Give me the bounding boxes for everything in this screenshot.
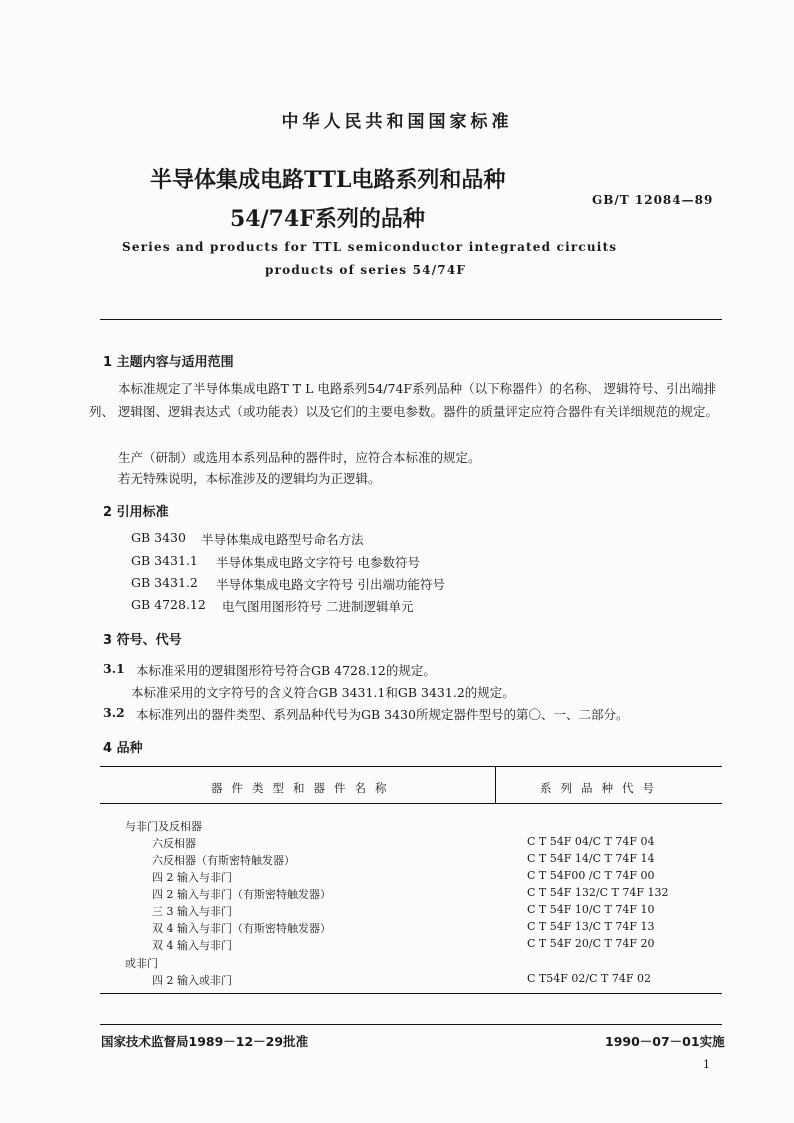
english-title-line-2: products of series 54/74F	[265, 263, 467, 277]
table-row-code: C T 54F 13/C T 74F 13	[527, 920, 655, 933]
table-row-name: 双 4 输入与非门	[152, 939, 232, 952]
page-number: 1	[703, 1058, 710, 1071]
standard-number: GB/T 12084—89	[592, 193, 714, 207]
table-row-name: 六反相器	[152, 837, 196, 850]
clause-3-1-number: 3.1	[103, 661, 125, 676]
table-bottom-rule	[100, 993, 722, 994]
table-row-code: C T 54F 20/C T 74F 20	[527, 937, 655, 950]
section-1-heading: 1 主题内容与适用范围	[103, 355, 234, 370]
table-header-device-name: 器件类型和器件名称	[211, 781, 396, 795]
reference-title: 电气图用图形符号 二进制逻辑单元	[222, 599, 414, 614]
reference-code: GB 3430	[131, 530, 186, 545]
reference-code: GB 3431.1	[131, 553, 198, 568]
table-row-name: 四 2 输入或非门	[152, 974, 232, 987]
reference-code: GB 4728.12	[131, 597, 206, 612]
clause-3-1-text: 本标准采用的逻辑图形符号符合GB 4728.12的规定。	[136, 663, 436, 678]
table-header-product-code: 系列品种代号	[540, 781, 663, 795]
section-1-paragraph-2: 生产（研制）或选用本系列品种的器件时，应符合本标准的规定。	[118, 450, 481, 465]
table-top-rule	[100, 766, 722, 767]
table-header-rule	[100, 803, 722, 804]
clause-3-1-text-2: 本标准采用的文字符号的含义符合GB 3431.1和GB 3431.2的规定。	[131, 685, 515, 700]
table-row-name: 四 2 输入与非门	[152, 871, 232, 884]
national-standard-label: 中华人民共和国国家标准	[281, 112, 513, 132]
title-line-1: 半导体集成电路TTL电路系列和品种	[150, 167, 506, 193]
table-row-name: 六反相器（有斯密特触发器）	[152, 854, 295, 867]
table-row-code: C T 54F 132/C T 74F 132	[527, 886, 669, 899]
reference-title: 半导体集成电路文字符号 引出端功能符号	[216, 577, 445, 592]
section-1-paragraph-1: 本标准规定了半导体集成电路T T L 电路系列54/74F系列品种（以下称器件）的名称、 逻辑符号、引出端排列、 逻辑图、逻辑表达式（或功能表）以及它们的主要电参数。器件的质量评定应符合器件有关详细规范的规定。	[89, 381, 718, 419]
approval-date: 国家技术监督局1989－12－29批准	[101, 1034, 309, 1049]
section-3-heading: 3 符号、代号	[103, 633, 182, 648]
table-row-name: 三 3 输入与非门	[152, 905, 232, 918]
section-2-heading: 2 引用标准	[103, 505, 169, 520]
section-1-paragraph-3: 若无特殊说明，本标准涉及的逻辑均为正逻辑。	[118, 471, 381, 486]
table-row-name: 双 4 输入与非门（有斯密特触发器）	[152, 922, 331, 935]
table-row-code: C T 54F 14/C T 74F 14	[527, 852, 655, 865]
reference-code: GB 3431.2	[131, 575, 198, 590]
table-header-divider	[495, 766, 496, 803]
footer-divider	[100, 1024, 722, 1025]
reference-title: 半导体集成电路型号命名方法	[201, 532, 364, 547]
table-row-group: 或非门	[125, 957, 158, 970]
implementation-date: 1990－07－01实施	[605, 1034, 725, 1049]
table-row-group: 与非门及反相器	[125, 820, 202, 833]
reference-title: 半导体集成电路文字符号 电参数符号	[216, 555, 420, 570]
table-row-code: C T 54F00 /C T 74F 00	[527, 869, 655, 882]
clause-3-2-number: 3.2	[103, 705, 125, 720]
table-row-code: C T 54F 04/C T 74F 04	[527, 835, 655, 848]
table-row-code: C T54F 02/C T 74F 02	[527, 972, 651, 985]
section-4-heading: 4 品种	[103, 741, 143, 756]
clause-3-2-text: 本标准列出的器件类型、系列品种代号为GB 3430所规定器件型号的第〇、一、二部分。	[136, 707, 629, 722]
header-divider	[100, 319, 722, 320]
title-line-2: 54/74F系列的品种	[230, 206, 425, 232]
table-row-code: C T 54F 10/C T 74F 10	[527, 903, 655, 916]
table-row-name: 四 2 输入与非门（有斯密特触发器）	[152, 888, 331, 901]
english-title-line-1: Series and products for TTL semiconductor integrated circuits	[122, 240, 618, 254]
